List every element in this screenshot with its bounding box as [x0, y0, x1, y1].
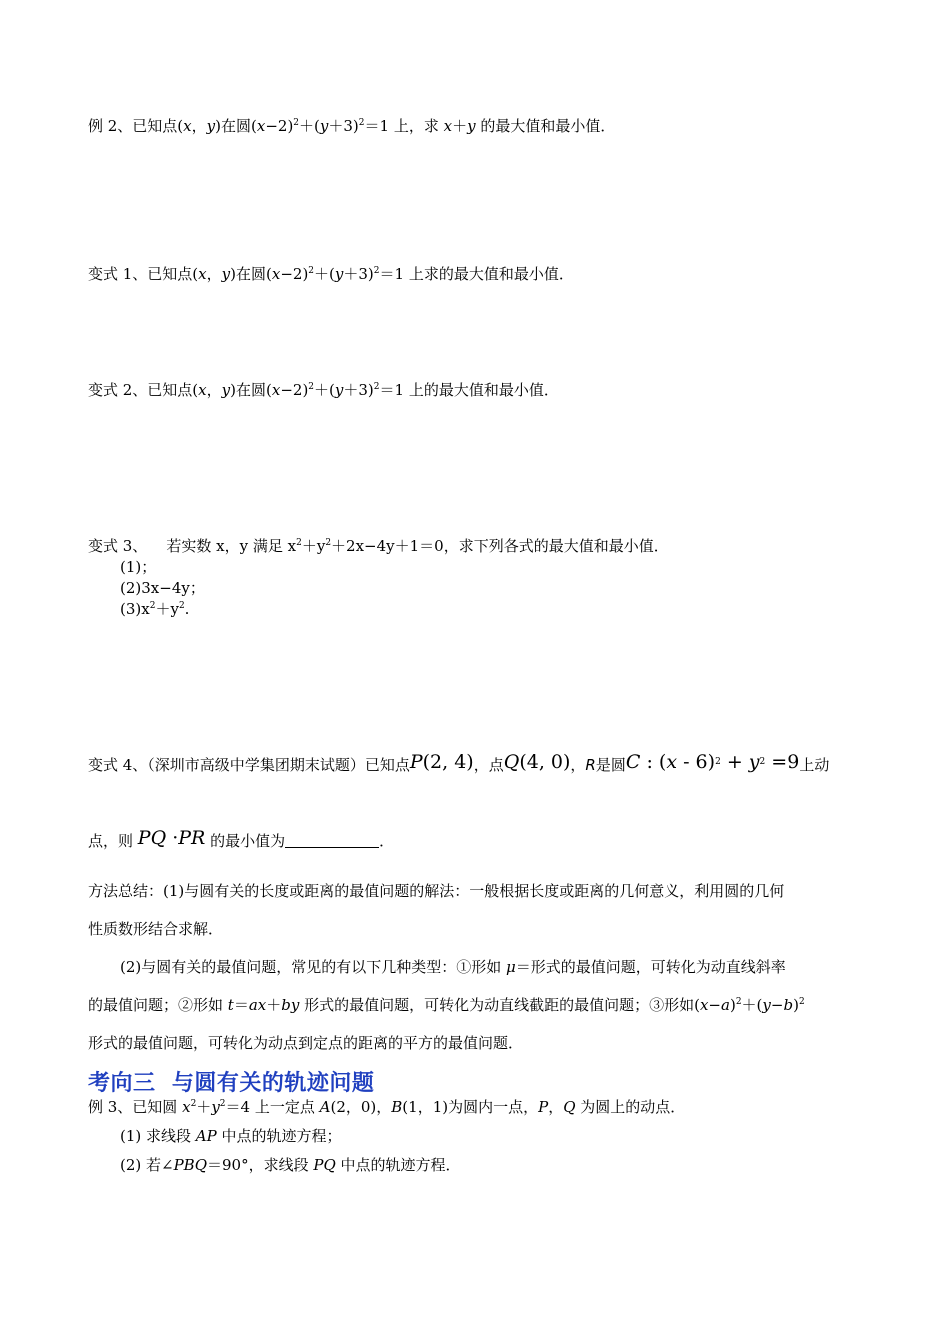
variant-4-problem-line-1: 变式 4、（深圳市高级中学集团期末试题）已知点P(2, 4)，点Q(4, 0)，R是圆C : $(x - 6)^2 + y^2 =9$上动: [88, 751, 830, 774]
summary-line-2: 性质数形结合求解．: [88, 920, 224, 938]
summary-line-1: 方法总结：(1)与圆有关的长度或距离的最值问题的解法：一般根据长度或距离的几何意义，利用圆的几何: [88, 882, 785, 900]
summary-line-4: 的最值问题；②形如 t＝ax＋by 形式的最值问题，可转化为动直线截距的最值问题；③形如$(x-a)^2+(y-b)^2$: [88, 996, 805, 1014]
example-3-problem: 例 3、已知圆 $x^2+y^2=4$ 上一定点 A(2，0)，B(1，1)为圆内一点，P，Q 为圆上的动点．: [88, 1098, 686, 1116]
variant-1-problem: 变式 1、已知点(x，y)在圆$(x-2)^2+(y+3)^2=1$ 上求的最大值和最小值．: [88, 265, 574, 283]
example-3-question-2: (2) 若∠PBQ＝90°，求线段 PQ 中点的轨迹方程．: [120, 1156, 461, 1174]
section-heading: 考向三 与圆有关的轨迹问题: [88, 1071, 375, 1096]
variant-3-item-2: (2)3x−4y；: [120, 579, 205, 597]
summary-line-3: (2)与圆有关的最值问题，常见的有以下几种类型：①形如 μ＝形式的最值问题，可转化为动直线斜率: [120, 958, 786, 976]
example-3-question-1: (1) 求线段 AP 中点的轨迹方程；: [120, 1127, 342, 1145]
answer-blank: [285, 833, 379, 848]
summary-line-5: 形式的最值问题，可转化为动点到定点的距离的平方的最值问题．: [88, 1034, 524, 1052]
variant-3-problem: 变式 3、 若实数 x，y 满足 $x^2+y^2+2x-4y+1=0$，求下列各式的最大值和最小值．: [88, 537, 669, 555]
variant-2-problem: 变式 2、已知点(x，y)在圆$(x-2)^2+(y+3)^2=1$ 上的最大值和最小值．: [88, 381, 559, 399]
variant-3-item-1: (1)；: [120, 558, 157, 576]
variant-4-problem-line-2: 点，则 PQ ·PR 的最小值为 ．: [88, 827, 395, 850]
variant-3-item-3: $(3)x^2+y^2$.: [120, 600, 190, 618]
example-2-problem: 例 2、已知点(x，y)在圆$(x-2)^2+(y+3)^2=1$ 上，求 x＋y 的最大值和最小值．: [88, 117, 616, 135]
